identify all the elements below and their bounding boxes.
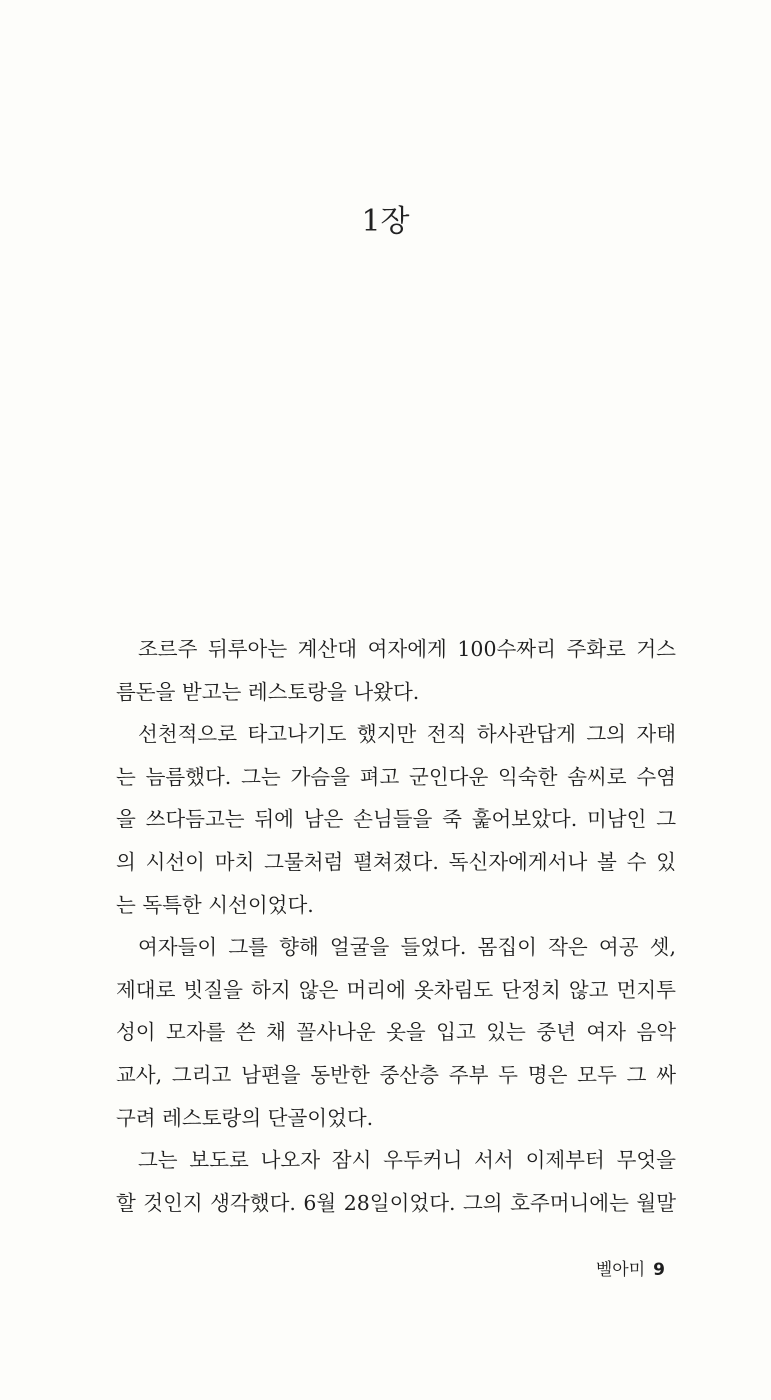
page-footer xyxy=(596,1255,665,1280)
body-text xyxy=(116,628,676,1224)
text-line: 의 시선이 마치 그물처럼 펼쳐졌다. 독신자에게서나 볼 수 있 xyxy=(116,849,676,874)
text-line: 할 것인지 생각했다. 6월 28일이었다. 그의 호주머니에는 월말 xyxy=(116,1190,676,1215)
chapter-title: 1장 xyxy=(361,204,410,239)
paragraph-3 xyxy=(116,926,676,1139)
text-line: 을 쓰다듬고는 뒤에 남은 손님들을 죽 훑어보았다. 미남인 그 xyxy=(116,807,676,832)
running-title: 벨아미 xyxy=(595,1260,646,1280)
paragraph-1 xyxy=(116,628,676,713)
text-line: 성이 모자를 쓴 채 꼴사나운 옷을 입고 있는 중년 여자 음악 xyxy=(116,1020,676,1045)
text-line: 그는 보도로 나오자 잠시 우두커니 서서 이제부터 무엇을 xyxy=(138,1148,676,1173)
paragraph-4 xyxy=(116,1139,676,1224)
text-line: 름돈을 받고는 레스토랑을 나왔다. xyxy=(116,679,420,704)
paragraph-2 xyxy=(116,713,676,926)
text-line: 선천적으로 타고나기도 했지만 전직 하사관답게 그의 자태 xyxy=(138,722,676,747)
text-line: 구려 레스토랑의 단골이었다. xyxy=(116,1105,374,1130)
text-line: 제대로 빗질을 하지 않은 머리에 옷차림도 단정치 않고 먼지투 xyxy=(116,977,676,1002)
text-line: 조르주 뒤루아는 계산대 여자에게 100수짜리 주화로 거스 xyxy=(138,637,676,661)
text-line: 는 독특한 시선이었다. xyxy=(116,892,314,917)
page-number: 9 xyxy=(653,1260,665,1280)
text-line: 교사, 그리고 남편을 동반한 중산층 주부 두 명은 모두 그 싸 xyxy=(116,1062,676,1087)
text-line: 여자들이 그를 향해 얼굴을 들었다. 몸집이 작은 여공 셋, xyxy=(138,935,676,960)
text-line: 는 늠름했다. 그는 가슴을 펴고 군인다운 익숙한 솜씨로 수염 xyxy=(116,764,676,789)
